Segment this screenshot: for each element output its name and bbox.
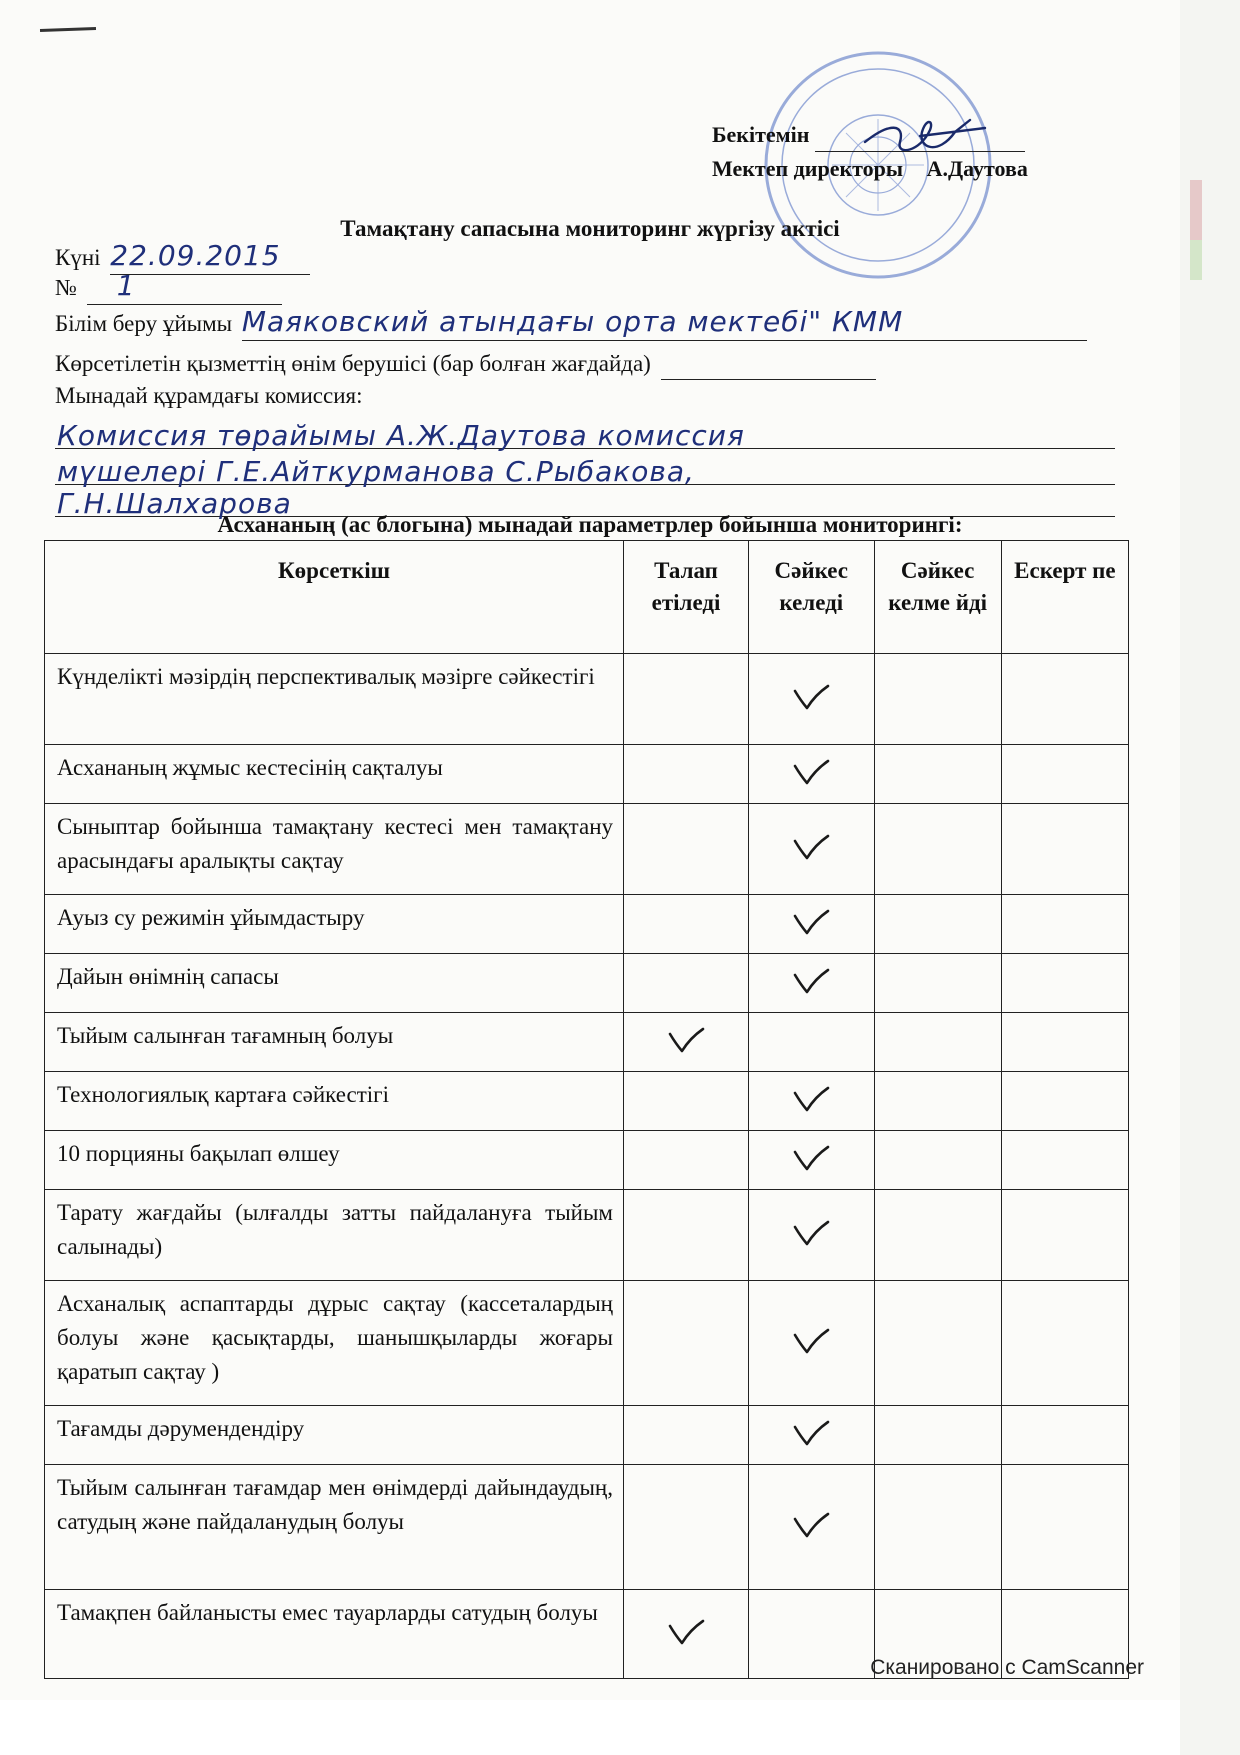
compliant-cell	[749, 1190, 874, 1281]
required-cell	[624, 1465, 749, 1590]
noncompliant-cell	[874, 1406, 1001, 1465]
number-value: 1	[116, 269, 136, 302]
corner-mark	[40, 27, 96, 32]
checkmark-icon	[791, 965, 831, 995]
compliant-cell	[749, 1131, 874, 1190]
note-cell	[1001, 1072, 1128, 1131]
table-header-row	[45, 541, 1129, 654]
table-row	[45, 1072, 1129, 1131]
note-cell	[1001, 954, 1128, 1013]
compliant-cell	[749, 654, 874, 745]
number-label: №	[55, 275, 77, 300]
commission-text: мүшелері Г.Е.Айткурманова С.Рыбакова,	[57, 455, 695, 488]
noncompliant-cell	[874, 1013, 1001, 1072]
provider-label: Көрсетілетін қызметтің өнім берушісі (бар болған жағдайда)	[55, 351, 651, 376]
note-cell	[1001, 1406, 1128, 1465]
compliant-cell	[749, 954, 874, 1013]
monitoring-table	[44, 540, 1129, 1679]
org-label: Білім беру ұйымы	[55, 311, 233, 336]
compliant-cell	[749, 1072, 874, 1131]
note-cell	[1001, 654, 1128, 745]
org-value: Маяковский атындағы орта мектебі" КММ	[241, 305, 904, 338]
noncompliant-cell	[874, 1465, 1001, 1590]
required-cell	[624, 1590, 749, 1679]
checkmark-icon	[666, 1616, 706, 1646]
note-cell	[1001, 1190, 1128, 1281]
noncompliant-cell	[874, 804, 1001, 895]
director-name: А.Даутова	[926, 156, 1028, 181]
note-cell	[1001, 895, 1128, 954]
compliant-cell	[749, 745, 874, 804]
noncompliant-cell	[874, 654, 1001, 745]
indicator-cell: Тарату жағдайы (ылғалды затты пайдалануға тыйым салынады)	[45, 1190, 624, 1281]
compliant-cell	[749, 1013, 874, 1072]
approve-label: Бекітемін	[712, 122, 810, 147]
header-compliant: Сәйкес келеді	[749, 541, 874, 654]
indicator-cell: Сыныптар бойынша тамақтану кестесі мен тамақтану арасындағы аралықты сақтау	[45, 804, 624, 895]
indicator-cell: Тыйым салынған тағамдар мен өнімдерді дайындаудың, сатудың және пайдаланудың болуы	[45, 1465, 624, 1590]
compliant-cell	[749, 1406, 874, 1465]
required-cell	[624, 895, 749, 954]
checkmark-icon	[666, 1024, 706, 1054]
compliant-cell	[749, 895, 874, 954]
table-row	[45, 1465, 1129, 1590]
table-row	[45, 804, 1129, 895]
indicator-cell: Тыйым салынған тағамның болуы	[45, 1013, 624, 1072]
header-required: Талап етіледі	[624, 541, 749, 654]
compliant-cell	[749, 1590, 874, 1679]
required-cell	[624, 745, 749, 804]
header-note: Ескерт пе	[1001, 541, 1128, 654]
commission-label: Мынадай құрамдағы комиссия:	[55, 383, 363, 408]
indicator-cell: Тамақпен байланысты емес тауарларды сатудың болуы	[45, 1590, 624, 1679]
noncompliant-cell	[874, 745, 1001, 804]
edge-tab	[1190, 180, 1202, 240]
approval-block	[712, 118, 1028, 186]
indicator-cell: Тағамды дәрумендендіру	[45, 1406, 624, 1465]
indicator-cell: Асханалық аспаптарды дұрыс сақтау (кассеталардың болуы және қасықтарды, шанышқыларды жоғары қаратып сақтау )	[45, 1281, 624, 1406]
indicator-cell: Дайын өнімнің сапасы	[45, 954, 624, 1013]
monitoring-title: Асхананың (ас блогына) мынадай параметрлер бойынша мониторингі:	[217, 512, 963, 537]
table-row	[45, 1281, 1129, 1406]
checkmark-icon	[791, 1083, 831, 1113]
page-edge	[1180, 0, 1240, 1755]
required-cell	[624, 1190, 749, 1281]
compliant-cell	[749, 1465, 874, 1590]
table-row	[45, 1406, 1129, 1465]
noncompliant-cell	[874, 1190, 1001, 1281]
commission-text: Г.Н.Шалхарова	[57, 487, 292, 520]
header-indicator: Көрсеткіш	[45, 541, 624, 654]
indicator-cell: Ауыз су режимін ұйымдастыру	[45, 895, 624, 954]
compliant-cell	[749, 804, 874, 895]
indicator-cell: Технологиялық картаға сәйкестігі	[45, 1072, 624, 1131]
note-cell	[1001, 1013, 1128, 1072]
checkmark-icon	[791, 1325, 831, 1355]
signature-line	[815, 129, 1025, 152]
provider-line	[661, 357, 876, 380]
edge-tab	[1190, 240, 1202, 280]
required-cell	[624, 1131, 749, 1190]
noncompliant-cell	[874, 1131, 1001, 1190]
table-row	[45, 1190, 1129, 1281]
checkmark-icon	[791, 906, 831, 936]
note-cell	[1001, 804, 1128, 895]
date-value: 22.09.2015	[110, 239, 281, 272]
date-label: Күні	[55, 245, 101, 270]
note-cell	[1001, 1465, 1128, 1590]
number-field	[55, 270, 282, 305]
director-label: Мектеп директоры	[712, 156, 904, 181]
required-cell	[624, 954, 749, 1013]
table-row	[45, 745, 1129, 804]
noncompliant-cell	[874, 954, 1001, 1013]
checkmark-icon	[791, 756, 831, 786]
checkmark-icon	[791, 1217, 831, 1247]
required-cell	[624, 654, 749, 745]
required-cell	[624, 1013, 749, 1072]
table-row	[45, 1013, 1129, 1072]
table-row	[45, 895, 1129, 954]
required-cell	[624, 1406, 749, 1465]
scanner-watermark: Сканировано с CamScanner	[870, 1656, 1144, 1679]
header-noncompliant: Сәйкес келме йді	[874, 541, 1001, 654]
note-cell	[1001, 745, 1128, 804]
note-cell	[1001, 1281, 1128, 1406]
checkmark-icon	[791, 831, 831, 861]
table-row	[45, 1131, 1129, 1190]
checkmark-icon	[791, 1509, 831, 1539]
compliant-cell	[749, 1281, 874, 1406]
noncompliant-cell	[874, 1072, 1001, 1131]
table-row	[45, 654, 1129, 745]
noncompliant-cell	[874, 1281, 1001, 1406]
indicator-cell: 10 порцияны бақылап өлшеу	[45, 1131, 624, 1190]
commission-text: Комиссия төрайымы А.Ж.Даутова комиссия	[57, 419, 745, 452]
checkmark-icon	[791, 1142, 831, 1172]
table-row	[45, 954, 1129, 1013]
indicator-cell: Күнделікті мәзірдің перспективалық мәзірге сәйкестігі	[45, 654, 624, 745]
indicator-cell: Асхананың жұмыс кестесінің сақталуы	[45, 745, 624, 804]
organization-field	[55, 306, 1087, 341]
required-cell	[624, 1072, 749, 1131]
checkmark-icon	[791, 681, 831, 711]
noncompliant-cell	[874, 895, 1001, 954]
required-cell	[624, 804, 749, 895]
note-cell	[1001, 1131, 1128, 1190]
provider-field	[55, 348, 876, 380]
document-title: Тамақтану сапасына мониторинг жүргізу актісі	[340, 216, 840, 241]
checkmark-icon	[791, 1417, 831, 1447]
required-cell	[624, 1281, 749, 1406]
commission-line	[55, 412, 1115, 452]
